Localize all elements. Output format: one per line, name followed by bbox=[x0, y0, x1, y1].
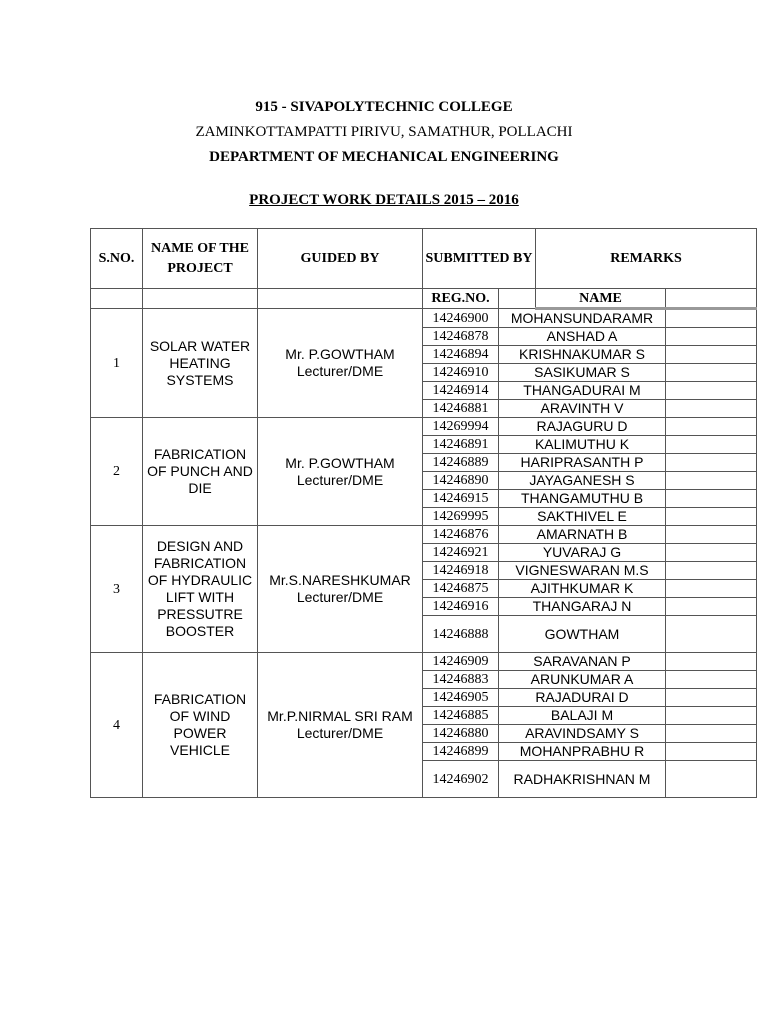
student-regno: 14246918 bbox=[423, 562, 499, 580]
student-regno: 14269995 bbox=[423, 508, 499, 526]
subheader-empty bbox=[143, 289, 258, 309]
table-row bbox=[91, 653, 757, 671]
header-regno: REG.NO. bbox=[423, 289, 499, 309]
student-regno: 14246890 bbox=[423, 472, 499, 490]
student-name: BALAJI M bbox=[499, 707, 666, 725]
student-name: VIGNESWARAN M.S bbox=[499, 562, 666, 580]
student-regno: 14246880 bbox=[423, 725, 499, 743]
remarks-cell bbox=[666, 490, 757, 508]
student-name: RAJAGURU D bbox=[499, 418, 666, 436]
student-regno: 14246878 bbox=[423, 328, 499, 346]
table-row bbox=[91, 309, 757, 328]
guide-name: Mr.S.NARESHKUMAR bbox=[269, 572, 411, 588]
subheader-empty bbox=[499, 289, 536, 309]
student-regno: 14246900 bbox=[423, 309, 499, 328]
student-name: THANGAMUTHU B bbox=[499, 490, 666, 508]
subheader-empty bbox=[91, 289, 143, 309]
document-title: PROJECT WORK DETAILS 2015 – 2016 bbox=[249, 192, 519, 208]
header-name: NAME bbox=[536, 289, 666, 309]
student-regno: 14246914 bbox=[423, 382, 499, 400]
student-name: RADHAKRISHNAN M bbox=[499, 761, 666, 798]
student-name: AMARNATH B bbox=[499, 526, 666, 544]
student-name: KALIMUTHU K bbox=[499, 436, 666, 454]
project-name: FABRICATION OF WIND POWER VEHICLE bbox=[143, 653, 258, 798]
remarks-cell bbox=[666, 309, 757, 328]
remarks-cell bbox=[666, 580, 757, 598]
remarks-cell bbox=[666, 328, 757, 346]
remarks-cell bbox=[666, 346, 757, 364]
student-name: MOHANPRABHU R bbox=[499, 743, 666, 761]
guide-role: Lecturer/DME bbox=[296, 363, 384, 379]
student-regno: 14246881 bbox=[423, 400, 499, 418]
student-regno: 14246891 bbox=[423, 436, 499, 454]
remarks-cell bbox=[666, 707, 757, 725]
header-sno: S.NO. bbox=[91, 229, 143, 289]
project-name: FABRICATION OF PUNCH AND DIE bbox=[143, 418, 258, 526]
student-name: HARIPRASANTH P bbox=[499, 454, 666, 472]
student-name: SARAVANAN P bbox=[499, 653, 666, 671]
student-regno: 14246910 bbox=[423, 364, 499, 382]
student-regno: 14246921 bbox=[423, 544, 499, 562]
remarks-cell bbox=[666, 508, 757, 526]
remarks-cell bbox=[666, 418, 757, 436]
guide-name: Mr. P.GOWTHAM bbox=[285, 346, 395, 362]
remarks-cell bbox=[666, 562, 757, 580]
remarks-cell bbox=[666, 400, 757, 418]
student-regno: 14246876 bbox=[423, 526, 499, 544]
subheader-empty bbox=[666, 289, 757, 309]
student-regno: 14246889 bbox=[423, 454, 499, 472]
project-table bbox=[90, 228, 757, 798]
project-guide bbox=[258, 418, 423, 526]
student-name: SASIKUMAR S bbox=[499, 364, 666, 382]
student-name: RAJADURAI D bbox=[499, 689, 666, 707]
student-name: JAYAGANESH S bbox=[499, 472, 666, 490]
guide-role: Lecturer/DME bbox=[296, 471, 384, 488]
remarks-cell bbox=[666, 761, 757, 798]
college-address: ZAMINKOTTAMPATTI PIRIVU, SAMATHUR, POLLACHI bbox=[195, 124, 573, 140]
remarks-cell bbox=[666, 364, 757, 382]
project-name: DESIGN AND FABRICATION OF HYDRAULIC LIFT WITH PRESSUTRE BOOSTER bbox=[143, 526, 258, 653]
student-regno: 14246885 bbox=[423, 707, 499, 725]
header-submitted: SUBMITTED BY bbox=[423, 229, 536, 289]
project-sno: 1 bbox=[91, 309, 143, 418]
project-sno: 2 bbox=[91, 418, 143, 526]
project-name: SOLAR WATER HEATING SYSTEMS bbox=[143, 309, 258, 418]
student-name: AJITHKUMAR K bbox=[499, 580, 666, 598]
remarks-cell bbox=[666, 671, 757, 689]
student-name: THANGADURAI M bbox=[499, 382, 666, 400]
student-name: ARAVINTH V bbox=[499, 400, 666, 418]
remarks-cell bbox=[666, 382, 757, 400]
student-name: THANGARAJ N bbox=[499, 598, 666, 616]
student-regno: 14246905 bbox=[423, 689, 499, 707]
student-regno: 14246875 bbox=[423, 580, 499, 598]
project-sno: 4 bbox=[91, 653, 143, 798]
remarks-cell bbox=[666, 454, 757, 472]
table-row bbox=[91, 526, 757, 544]
department-name: DEPARTMENT OF MECHANICAL ENGINEERING bbox=[209, 149, 559, 165]
student-regno: 14246888 bbox=[423, 616, 499, 653]
remarks-cell bbox=[666, 526, 757, 544]
project-guide bbox=[258, 309, 423, 418]
header-guide: GUIDED BY bbox=[258, 229, 423, 289]
remarks-cell bbox=[666, 544, 757, 562]
remarks-cell bbox=[666, 436, 757, 454]
guide-name: Mr. P.GOWTHAM bbox=[285, 454, 395, 471]
student-regno: 14246894 bbox=[423, 346, 499, 364]
project-guide bbox=[258, 526, 423, 653]
project-sno: 3 bbox=[91, 526, 143, 653]
student-regno: 14246902 bbox=[423, 761, 499, 798]
remarks-cell bbox=[666, 653, 757, 671]
remarks-cell bbox=[666, 616, 757, 653]
student-name: ANSHAD A bbox=[499, 328, 666, 346]
student-name: MOHANSUNDARAMR bbox=[499, 309, 666, 328]
student-name: YUVARAJ G bbox=[499, 544, 666, 562]
remarks-cell bbox=[666, 725, 757, 743]
student-regno: 14246883 bbox=[423, 671, 499, 689]
student-regno: 14246909 bbox=[423, 653, 499, 671]
table-row bbox=[91, 418, 757, 436]
remarks-cell bbox=[666, 689, 757, 707]
header-project: NAME OF THE PROJECT bbox=[143, 229, 258, 289]
student-regno: 14246899 bbox=[423, 743, 499, 761]
guide-name: Mr.P.NIRMAL SRI RAM bbox=[267, 708, 413, 724]
project-guide bbox=[258, 653, 423, 798]
student-name: KRISHNAKUMAR S bbox=[499, 346, 666, 364]
student-regno: 14246915 bbox=[423, 490, 499, 508]
student-regno: 14246916 bbox=[423, 598, 499, 616]
remarks-cell bbox=[666, 598, 757, 616]
college-name: 915 - SIVAPOLYTECHNIC COLLEGE bbox=[255, 99, 513, 115]
student-name: GOWTHAM bbox=[499, 616, 666, 653]
remarks-cell bbox=[666, 743, 757, 761]
remarks-cell bbox=[666, 472, 757, 490]
student-name: ARAVINDSAMY S bbox=[499, 725, 666, 743]
student-name: ARUNKUMAR A bbox=[499, 671, 666, 689]
guide-role: Lecturer/DME bbox=[296, 589, 384, 605]
subheader-empty bbox=[258, 289, 423, 309]
guide-role: Lecturer/DME bbox=[296, 725, 384, 741]
student-regno: 14269994 bbox=[423, 418, 499, 436]
student-name: SAKTHIVEL E bbox=[499, 508, 666, 526]
header-remarks: REMARKS bbox=[536, 229, 757, 289]
